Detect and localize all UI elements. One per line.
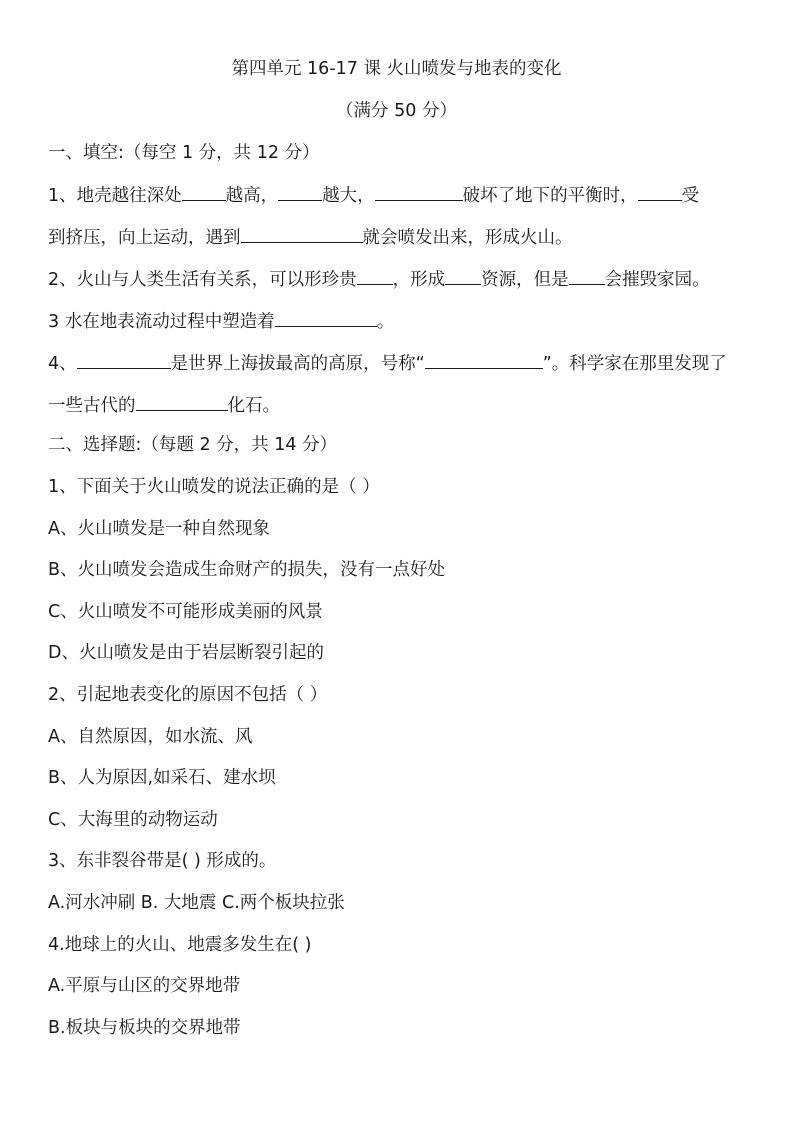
section2-heading: 二、选择题:（每题 2 分，共 14 分） [48, 435, 338, 455]
q1-text: 受 [681, 186, 700, 206]
answer-blank[interactable] [136, 392, 228, 411]
q3-text: 3 水在地表流动过程中塑造着 [48, 312, 275, 332]
q1-text: 越大， [322, 186, 375, 206]
full-score: （满分 50 分） [336, 101, 457, 121]
q1-text: 就会喷发出来，形成火山。 [362, 228, 573, 248]
q4-text: 一些古代的 [48, 396, 136, 416]
section1-heading: 一、填空:（每空 1 分，共 12 分） [48, 143, 320, 163]
answer-blank[interactable] [278, 182, 322, 201]
answer-blank[interactable] [357, 266, 393, 285]
q2-text: ，形成 [392, 270, 446, 290]
choice-question-1: 1、下面关于火山喷发的说法正确的是（ ） [48, 477, 380, 497]
fill-question-4-line-1 [48, 350, 727, 377]
option-a[interactable]: A、火山喷发是一种自然现象 [48, 519, 270, 539]
choice-question-4: 4.地球上的火山、地震多发生在( ) [48, 935, 312, 955]
fill-question-1-line-2 [48, 224, 573, 251]
option-b[interactable]: B、火山喷发会造成生命财产的损失，没有一点好处 [48, 560, 446, 580]
choice-question-3: 3、东非裂谷带是( ) 形成的。 [48, 851, 277, 871]
fill-question-2 [48, 266, 710, 293]
option-a[interactable]: A.平原与山区的交界地带 [48, 976, 241, 996]
q2-text: 会摧毁家园。 [604, 270, 710, 290]
answer-blank[interactable] [425, 350, 543, 369]
q1-text: 到挤压，向上运动，遇到 [48, 228, 241, 248]
options-row[interactable]: A.河水冲刷 B. 大地震 C.两个板块拉张 [48, 893, 345, 913]
q2-text: 资源，但是 [481, 270, 569, 290]
page-title: 第四单元 16-17 课 火山喷发与地表的变化 [231, 59, 562, 79]
q1-text: 破坏了地下的平衡时， [462, 186, 638, 206]
option-b[interactable]: B.板块与板块的交界地带 [48, 1018, 241, 1038]
q4-text: 化石。 [227, 396, 280, 416]
q4-text: 是世界上海拔最高的高原，号称“ [170, 354, 425, 374]
q2-text: 2、火山与人类生活有关系，可以形珍贵 [48, 270, 357, 290]
q3-text: 。 [376, 312, 395, 332]
answer-blank[interactable] [182, 182, 226, 201]
answer-blank[interactable] [569, 266, 605, 285]
answer-blank[interactable] [638, 182, 682, 201]
q1-text: 1、地壳越往深处 [48, 186, 182, 206]
q4-text: 4、 [48, 354, 77, 374]
fill-question-1-line-1 [48, 182, 699, 209]
q4-text: ”。科学家在那里发现了 [542, 354, 727, 374]
option-c[interactable]: C、大海里的动物运动 [48, 810, 218, 830]
option-d[interactable]: D、火山喷发是由于岩层断裂引起的 [48, 643, 324, 663]
answer-blank[interactable] [275, 308, 377, 327]
q1-text: 越高， [225, 186, 279, 206]
choice-question-2: 2、引起地表变化的原因不包括（ ） [48, 685, 328, 705]
answer-blank[interactable] [445, 266, 481, 285]
fill-question-4-line-2 [48, 392, 280, 419]
option-c[interactable]: C、火山喷发不可能形成美丽的风景 [48, 602, 323, 622]
answer-blank[interactable] [77, 350, 171, 369]
answer-blank[interactable] [375, 182, 463, 201]
option-b[interactable]: B、人为原因,如采石、建水坝 [48, 768, 276, 788]
fill-question-3 [48, 308, 394, 335]
answer-blank[interactable] [241, 224, 363, 243]
option-a[interactable]: A、自然原因，如水流、风 [48, 727, 253, 747]
